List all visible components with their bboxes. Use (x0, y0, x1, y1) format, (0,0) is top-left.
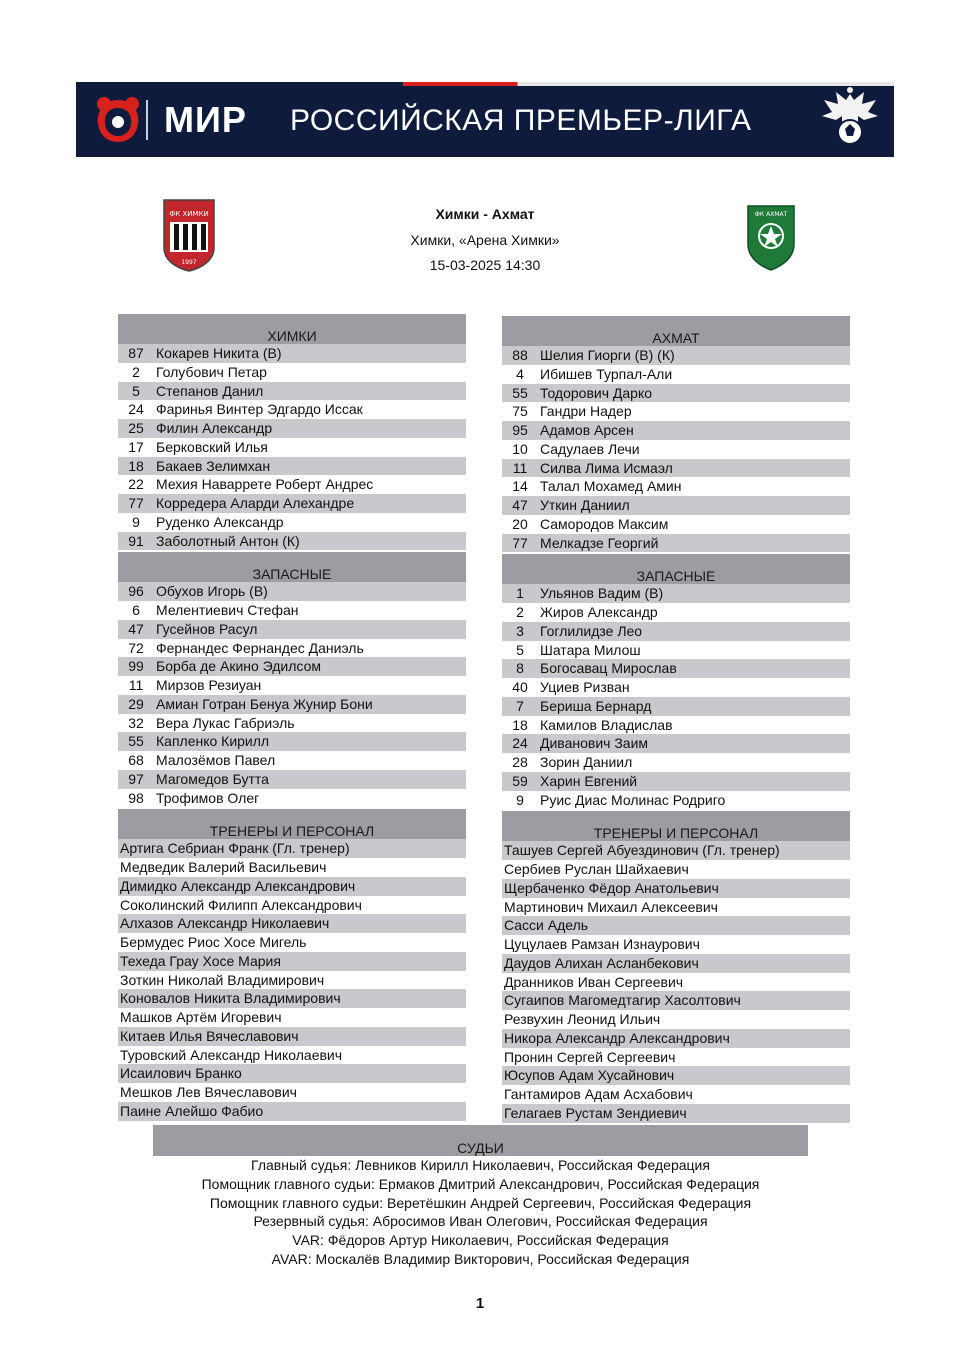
player-row (502, 603, 850, 622)
player-name: Гусейнов Расул (156, 620, 258, 637)
player-row (502, 515, 850, 534)
player-number: 6 (132, 602, 140, 618)
referee-line: Главный судья: Левников Кирилл Николаевич, Российская Федерация (251, 1157, 710, 1173)
player-number: 28 (512, 754, 528, 770)
staff-row (502, 935, 850, 954)
player-number: 87 (128, 345, 144, 361)
player-name: Малозёмов Павел (156, 752, 276, 768)
mir-brand: МИР (164, 99, 247, 140)
player-row (502, 697, 850, 716)
player-number: 5 (516, 641, 524, 658)
player-number: 11 (512, 459, 528, 476)
staff-name: Гелагаев Рустам Зендиевич (504, 1104, 687, 1121)
player-row (502, 459, 850, 478)
player-name: Мелентиевич Стефан (156, 602, 299, 618)
staff-row (502, 898, 850, 917)
player-number: 96 (128, 583, 144, 600)
svg-text:1997: 1997 (181, 259, 197, 266)
staff-name: Гантамиров Адам Асхабович (504, 1086, 693, 1102)
player-row (118, 400, 466, 419)
player-row (118, 475, 466, 494)
player-row (118, 639, 466, 658)
referees-list (153, 1156, 808, 1269)
staff-row (118, 1083, 466, 1102)
staff-name: Техеда Грау Хосе Мария (120, 952, 281, 969)
staff-row (502, 954, 850, 973)
staff-row (502, 916, 850, 935)
svg-text:ФК ХИМКИ: ФК ХИМКИ (169, 210, 209, 218)
player-number: 97 (128, 770, 144, 787)
player-name: Вера Лукас Габриэль (156, 714, 295, 731)
player-number: 4 (516, 365, 524, 382)
player-row (118, 789, 466, 808)
player-number: 25 (128, 420, 144, 436)
player-number: 91 (128, 532, 144, 549)
player-number: 77 (512, 534, 528, 551)
home-staff-list (118, 839, 466, 1120)
staff-row (118, 858, 466, 877)
staff-name: Туровский Александр Николаевич (120, 1046, 343, 1063)
svg-text:ФК АХМАТ: ФК АХМАТ (754, 211, 788, 218)
player-number: 99 (128, 658, 144, 675)
player-number: 3 (516, 622, 524, 639)
staff-name: Коновалов Никита Владимирович (120, 990, 341, 1007)
player-name: Голубович Петар (156, 363, 267, 380)
player-number: 11 (128, 677, 144, 693)
home-lineup (118, 314, 466, 1121)
player-row (118, 363, 466, 382)
home-subs-header: ЗАПАСНЫЕ (118, 552, 466, 582)
player-number: 24 (128, 401, 144, 418)
staff-name: Цуцулаев Рамзан Изнаурович (504, 936, 700, 952)
player-row (118, 457, 466, 476)
staff-row (118, 933, 466, 952)
player-name: Ульянов Вадим (В) (540, 585, 664, 602)
match-title: Химки - Ахмат (435, 206, 535, 222)
player-number: 40 (512, 679, 528, 695)
player-row (118, 770, 466, 789)
referee-line: AVAR: Москалёв Владимир Викторович, Российская Федерация (271, 1250, 690, 1267)
player-name: Силва Лима Исмаэл (540, 459, 673, 476)
player-name: Мехия Наварретe Роберт Андрес (156, 476, 374, 493)
player-number: 8 (516, 660, 524, 677)
player-row (118, 732, 466, 751)
player-number: 55 (128, 733, 144, 750)
home-starters-list (118, 344, 466, 550)
player-number: 10 (512, 440, 528, 457)
staff-row (502, 1085, 850, 1104)
player-name: Мелкадзе Георгий (540, 534, 659, 551)
staff-name: Медведик Валерий Васильевич (120, 859, 327, 875)
staff-name: Сасси Адель (504, 917, 589, 934)
player-number: 24 (512, 735, 528, 752)
player-row (502, 734, 850, 753)
staff-name: Сербиев Руслан Шайхаевич (504, 861, 689, 877)
player-number: 75 (512, 403, 528, 420)
player-row (118, 582, 466, 601)
staff-row (118, 952, 466, 971)
match-datetime: 15-03-2025 14:30 (429, 257, 541, 273)
player-name: Жиров Александр (540, 604, 658, 620)
player-number: 1 (516, 585, 524, 602)
player-name: Гандри Надер (540, 403, 632, 420)
player-name: Руденко Александр (156, 513, 284, 530)
player-name: Ибишев Турпал-Али (540, 365, 673, 382)
player-row (502, 496, 850, 515)
player-name: Амиан Готран Бенуа Жунир Бони (156, 695, 373, 712)
staff-name: Щербаченко Фёдор Анатольевич (504, 879, 719, 896)
player-name: Фернандес Фернандес Даниэль (156, 639, 364, 656)
away-subs-list (502, 584, 850, 809)
player-number: 32 (128, 714, 144, 731)
player-name: Талал Мохамед Амин (540, 478, 682, 495)
banner-stripe (76, 82, 894, 86)
player-row (502, 622, 850, 641)
player-number: 22 (128, 476, 144, 493)
staff-row (118, 1046, 466, 1065)
player-name: Адамов Арсен (540, 422, 634, 438)
rfs-eagle-emblem-icon (818, 86, 882, 157)
player-name: Магомедов Бутта (156, 770, 269, 787)
player-number: 18 (512, 716, 528, 733)
player-name: Харин Евгений (540, 772, 638, 789)
page-number: 1 (475, 1295, 485, 1312)
staff-name: Китаев Илья Вячеславович (120, 1027, 299, 1044)
player-row (118, 419, 466, 438)
staff-row (502, 973, 850, 992)
player-name: Зорин Даниил (540, 754, 633, 770)
banner-divider (146, 100, 148, 140)
referees-section (153, 1125, 808, 1269)
referee-line: Помощник главного судьи: Ермаков Дмитрий Александрович, Российская Федерация (201, 1175, 760, 1192)
staff-row (118, 1008, 466, 1027)
staff-row (502, 1010, 850, 1029)
staff-row (502, 1066, 850, 1085)
player-number: 55 (512, 384, 528, 401)
player-row (118, 714, 466, 733)
player-row (502, 534, 850, 553)
staff-row (118, 896, 466, 915)
player-number: 2 (132, 363, 140, 380)
player-name: Диванович Заим (540, 735, 649, 752)
player-name: Трофимов Олег (156, 789, 260, 806)
player-name: Мирзов Резиуан (156, 677, 262, 693)
player-row (118, 344, 466, 363)
staff-name: Паине Алейшо Фабио (120, 1102, 264, 1119)
player-number: 72 (128, 639, 144, 656)
staff-name: Даудов Алихан Асланбекович (504, 954, 699, 971)
player-row (118, 601, 466, 620)
staff-name: Мешков Лев Вячеславович (120, 1084, 297, 1100)
staff-row (502, 1048, 850, 1067)
player-name: Обухов Игорь (В) (156, 583, 268, 600)
player-number: 98 (128, 789, 144, 806)
staff-name: Зоткин Николай Владимирович (120, 971, 325, 988)
player-number: 88 (512, 347, 528, 363)
rpl-bear-logo-icon (94, 94, 142, 149)
player-row (502, 753, 850, 772)
player-name: Бакаев Зелимхан (156, 457, 271, 474)
player-number: 47 (128, 620, 144, 637)
player-name: Бериша Бернард (540, 697, 652, 714)
player-row (118, 676, 466, 695)
player-number: 29 (128, 695, 144, 712)
player-name: Степанов Данил (156, 382, 264, 399)
player-row (502, 716, 850, 735)
player-name: Кокарев Никита (В) (156, 345, 282, 361)
staff-row (118, 989, 466, 1008)
player-row (502, 791, 850, 810)
player-row (118, 695, 466, 714)
away-starters-list (502, 346, 850, 552)
referees-header: СУДЬИ (153, 1125, 808, 1156)
staff-name: Мартинович Михаил Алексеевич (504, 898, 718, 915)
player-number: 9 (516, 791, 524, 808)
player-row (502, 772, 850, 791)
away-lineup (502, 316, 850, 1123)
player-row (118, 513, 466, 532)
staff-row (502, 879, 850, 898)
player-number: 59 (512, 772, 528, 789)
away-team-header: АХМАТ (502, 316, 850, 346)
staff-row (118, 839, 466, 858)
player-number: 77 (128, 495, 144, 511)
player-row (502, 421, 850, 440)
player-row (118, 494, 466, 513)
staff-name: Машков Артём Игоревич (120, 1009, 282, 1025)
home-staff-header: ТРЕНЕРЫ И ПЕРСОНАЛ (118, 809, 466, 839)
staff-row (502, 991, 850, 1010)
player-name: Богосавац Мирослав (540, 660, 677, 677)
player-name: Камилов Владислав (540, 716, 673, 733)
player-number: 5 (132, 382, 140, 399)
player-row (502, 440, 850, 459)
player-row (118, 532, 466, 551)
player-name: Заболотный Антон (К) (156, 532, 300, 549)
home-subs-list (118, 582, 466, 807)
staff-name: Исаилович Бранко (120, 1065, 242, 1082)
player-number: 95 (512, 422, 528, 438)
staff-row (118, 1027, 466, 1046)
league-banner (76, 82, 894, 157)
staff-name: Пронин Сергей Сергеевич (504, 1048, 676, 1065)
player-row (502, 678, 850, 697)
player-name: Борба де Акино Эдилсом (156, 658, 321, 675)
player-row (118, 438, 466, 457)
staff-row (118, 1064, 466, 1083)
player-name: Капленко Кирилл (156, 733, 270, 750)
league-title: РОССИЙСКАЯ ПРЕМЬЕР-ЛИГА (290, 104, 752, 137)
staff-name: Бермудес Риос Хосе Мигель (120, 934, 307, 950)
referee-line: Резервный судья: Абросимов Иван Олегович, Российская Федерация (253, 1213, 708, 1230)
player-row (502, 365, 850, 384)
referee-line: Помощник главного судьи: Веретёшкин Андрей Сергеевич, Российская Федерация (209, 1194, 752, 1211)
staff-name: Димидко Александр Александрович (120, 877, 356, 894)
player-row (502, 659, 850, 678)
player-name: Садулаев Лечи (540, 440, 640, 457)
player-row (118, 620, 466, 639)
player-name: Уциев Ризван (540, 679, 630, 695)
player-number: 68 (128, 752, 144, 768)
player-number: 9 (132, 513, 140, 530)
away-staff-list (502, 841, 850, 1122)
away-staff-header: ТРЕНЕРЫ И ПЕРСОНАЛ (502, 811, 850, 841)
player-name: Корредера Аларди Алехандре (156, 495, 355, 511)
staff-name: Алхазов Александр Николаевич (120, 915, 330, 932)
staff-row (118, 971, 466, 990)
player-number: 47 (512, 497, 528, 513)
staff-row (118, 1102, 466, 1121)
staff-name: Юсупов Адам Хусайнович (504, 1067, 675, 1084)
staff-name: Никора Александр Александрович (504, 1029, 730, 1046)
player-name: Гоглиᴫидзе Лео (540, 622, 643, 639)
staff-row (502, 1029, 850, 1048)
staff-row (502, 841, 850, 860)
player-row (118, 657, 466, 676)
player-number: 18 (128, 457, 144, 474)
staff-name: Сугаипов Магомедтагир Хасолтович (504, 992, 741, 1009)
khimki-crest-icon (160, 196, 218, 277)
player-name: Уткин Даниил (540, 497, 630, 513)
home-team-header: ХИМКИ (118, 314, 466, 344)
match-venue: Химки, «Арена Химки» (410, 232, 560, 248)
player-name: Фаринья Винтер Эдгардо Иссак (156, 401, 363, 418)
player-number: 14 (512, 478, 528, 495)
staff-name: Дранников Иван Сергеевич (504, 973, 684, 990)
player-row (118, 751, 466, 770)
staff-row (502, 1104, 850, 1123)
staff-row (502, 860, 850, 879)
player-row (502, 402, 850, 421)
player-number: 2 (516, 604, 524, 620)
player-row (502, 384, 850, 403)
player-row (502, 477, 850, 496)
player-name: Берковский Илья (156, 438, 268, 455)
staff-row (118, 877, 466, 896)
player-row (502, 641, 850, 660)
staff-row (118, 914, 466, 933)
away-subs-header: ЗАПАСНЫЕ (502, 554, 850, 584)
referee-line: VAR: Фёдоров Артур Николаевич, Российская Федерация (292, 1232, 669, 1249)
player-row (502, 346, 850, 365)
player-name: Самородов Максим (540, 515, 669, 532)
player-number: 7 (516, 697, 524, 714)
player-name: Шелия Гиорги (В) (К) (540, 347, 675, 363)
player-row (118, 382, 466, 401)
player-name: Тодорович Дарко (540, 384, 653, 401)
player-number: 17 (128, 438, 144, 455)
akhmat-crest-icon (742, 200, 800, 277)
player-name: Шатара Милош (540, 641, 641, 658)
staff-name: Резвухин Леонид Ильич (504, 1011, 661, 1027)
player-name: Филин Александр (156, 420, 273, 436)
staff-name: Артига Себриан Франк (Гл. тренер) (120, 840, 350, 857)
player-name: Руис Диас Молинас Родриго (540, 791, 726, 808)
player-row (502, 584, 850, 603)
staff-name: Соколинский Филипп Александрович (120, 896, 362, 913)
staff-name: Ташуев Сергей Абуездинович (Гл. тренер) (504, 842, 780, 859)
player-number: 20 (512, 515, 528, 532)
